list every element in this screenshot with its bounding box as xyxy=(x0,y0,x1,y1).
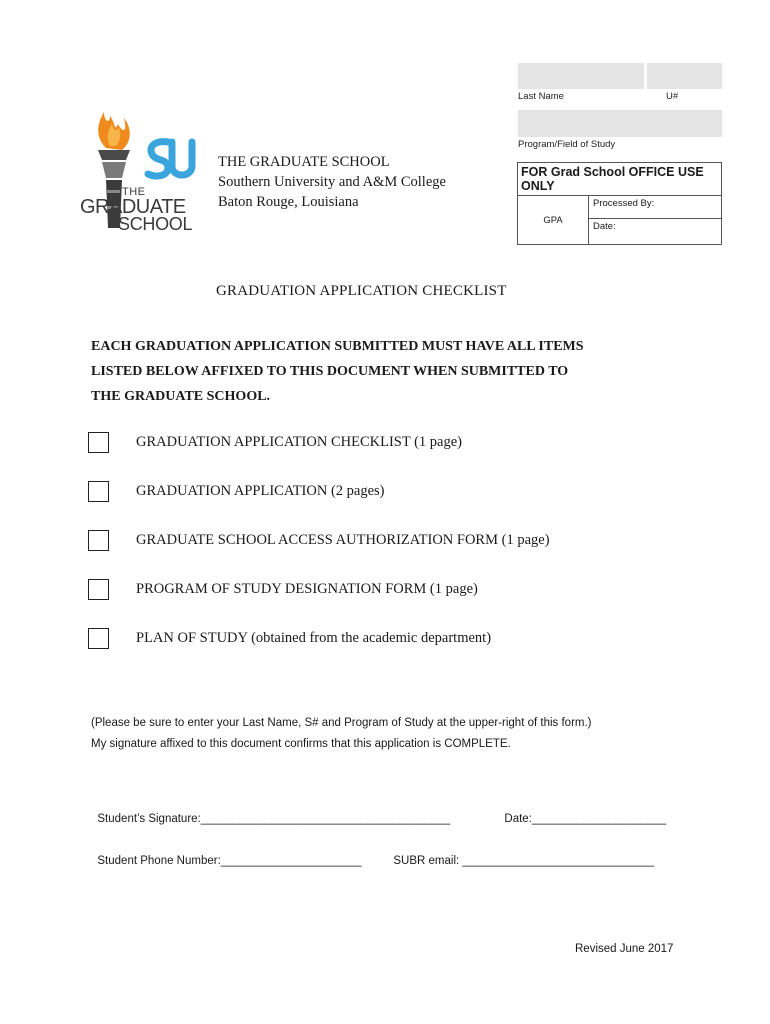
checklist-item-label: PROGRAM OF STUDY DESIGNATION FORM (1 page) xyxy=(136,581,478,597)
checkbox[interactable] xyxy=(88,481,109,502)
checklist-item-label: PLAN OF STUDY (obtained from the academic department) xyxy=(136,630,492,646)
office-use-table xyxy=(517,162,722,245)
checklist-item[interactable] xyxy=(88,481,385,502)
instructions-line-3: THE GRADUATE SCHOOL. xyxy=(91,389,271,404)
date-label: Date: xyxy=(504,813,532,825)
checklist-item-label: GRADUATION APPLICATION (2 pages) xyxy=(136,483,385,499)
office-use-header: FOR Grad School OFFICE USE ONLY xyxy=(518,163,722,196)
phone-field[interactable]: ______________________ xyxy=(220,855,362,867)
checkbox[interactable] xyxy=(88,432,109,453)
checklist-item-label: GRADUATION APPLICATION CHECKLIST (1 page) xyxy=(136,434,462,450)
date-row xyxy=(498,801,666,825)
phone-row xyxy=(91,843,362,867)
institution-block xyxy=(218,152,446,212)
page-title: GRADUATION APPLICATION CHECKLIST xyxy=(216,283,507,299)
program-label: Program/Field of Study xyxy=(518,139,616,150)
date-field[interactable]: _____________________ xyxy=(531,813,667,825)
gpa-cell xyxy=(518,196,589,245)
checkbox[interactable] xyxy=(88,628,109,649)
u-number-label: U# xyxy=(666,91,679,102)
checklist-item[interactable] xyxy=(88,432,462,453)
logo-text-graduate: GRADUATE xyxy=(80,196,186,218)
graduate-school-logo xyxy=(78,108,210,236)
institution-name: THE GRADUATE SCHOOL xyxy=(218,154,390,170)
notes-block xyxy=(91,713,592,755)
last-name-field[interactable] xyxy=(518,63,644,89)
phone-label: Student Phone Number: xyxy=(97,855,221,867)
checkbox[interactable] xyxy=(88,530,109,551)
program-field[interactable] xyxy=(518,110,722,137)
note-line-1: (Please be sure to enter your Last Name, S# and Program of Study at the upper-right of this form.) xyxy=(91,717,592,729)
email-field[interactable]: ______________________________ xyxy=(462,855,655,867)
processed-by-cell xyxy=(589,196,722,219)
university-name: Southern University and A&M College xyxy=(218,174,446,190)
checklist-item[interactable] xyxy=(88,628,491,649)
logo-text-school: SCHOOL xyxy=(118,214,193,234)
processed-by-label: Processed By: xyxy=(593,198,655,209)
instructions-line-2: LISTED BELOW AFFIXED TO THIS DOCUMENT WHEN SUBMITTED TO xyxy=(91,364,569,379)
su-monogram-icon xyxy=(142,136,198,186)
checkbox[interactable] xyxy=(88,579,109,600)
email-row xyxy=(387,843,654,867)
revised-date: Revised June 2017 xyxy=(575,943,674,955)
u-number-field[interactable] xyxy=(647,63,722,89)
logo-text-the: THE xyxy=(122,186,146,198)
university-location: Baton Rouge, Louisiana xyxy=(218,194,359,210)
instructions-line-1: EACH GRADUATION APPLICATION SUBMITTED MUST HAVE ALL ITEMS xyxy=(91,339,584,354)
checklist-item-label: GRADUATE SCHOOL ACCESS AUTHORIZATION FORM (1 page) xyxy=(136,532,550,548)
note-line-2: My signature affixed to this document confirms that this application is COMPLETE. xyxy=(91,738,511,750)
office-date-label: Date: xyxy=(593,221,616,232)
email-label: SUBR email: xyxy=(393,855,460,867)
checklist-item[interactable] xyxy=(88,579,478,600)
signature-row xyxy=(91,801,450,825)
instructions-block xyxy=(91,334,584,409)
office-date-cell xyxy=(589,219,722,245)
checklist-item[interactable] xyxy=(88,530,550,551)
signature-field[interactable]: _______________________________________ xyxy=(200,813,451,825)
last-name-label: Last Name xyxy=(518,91,564,102)
signature-label: Student’s Signature: xyxy=(97,813,201,825)
gpa-label: GPA xyxy=(543,214,563,226)
